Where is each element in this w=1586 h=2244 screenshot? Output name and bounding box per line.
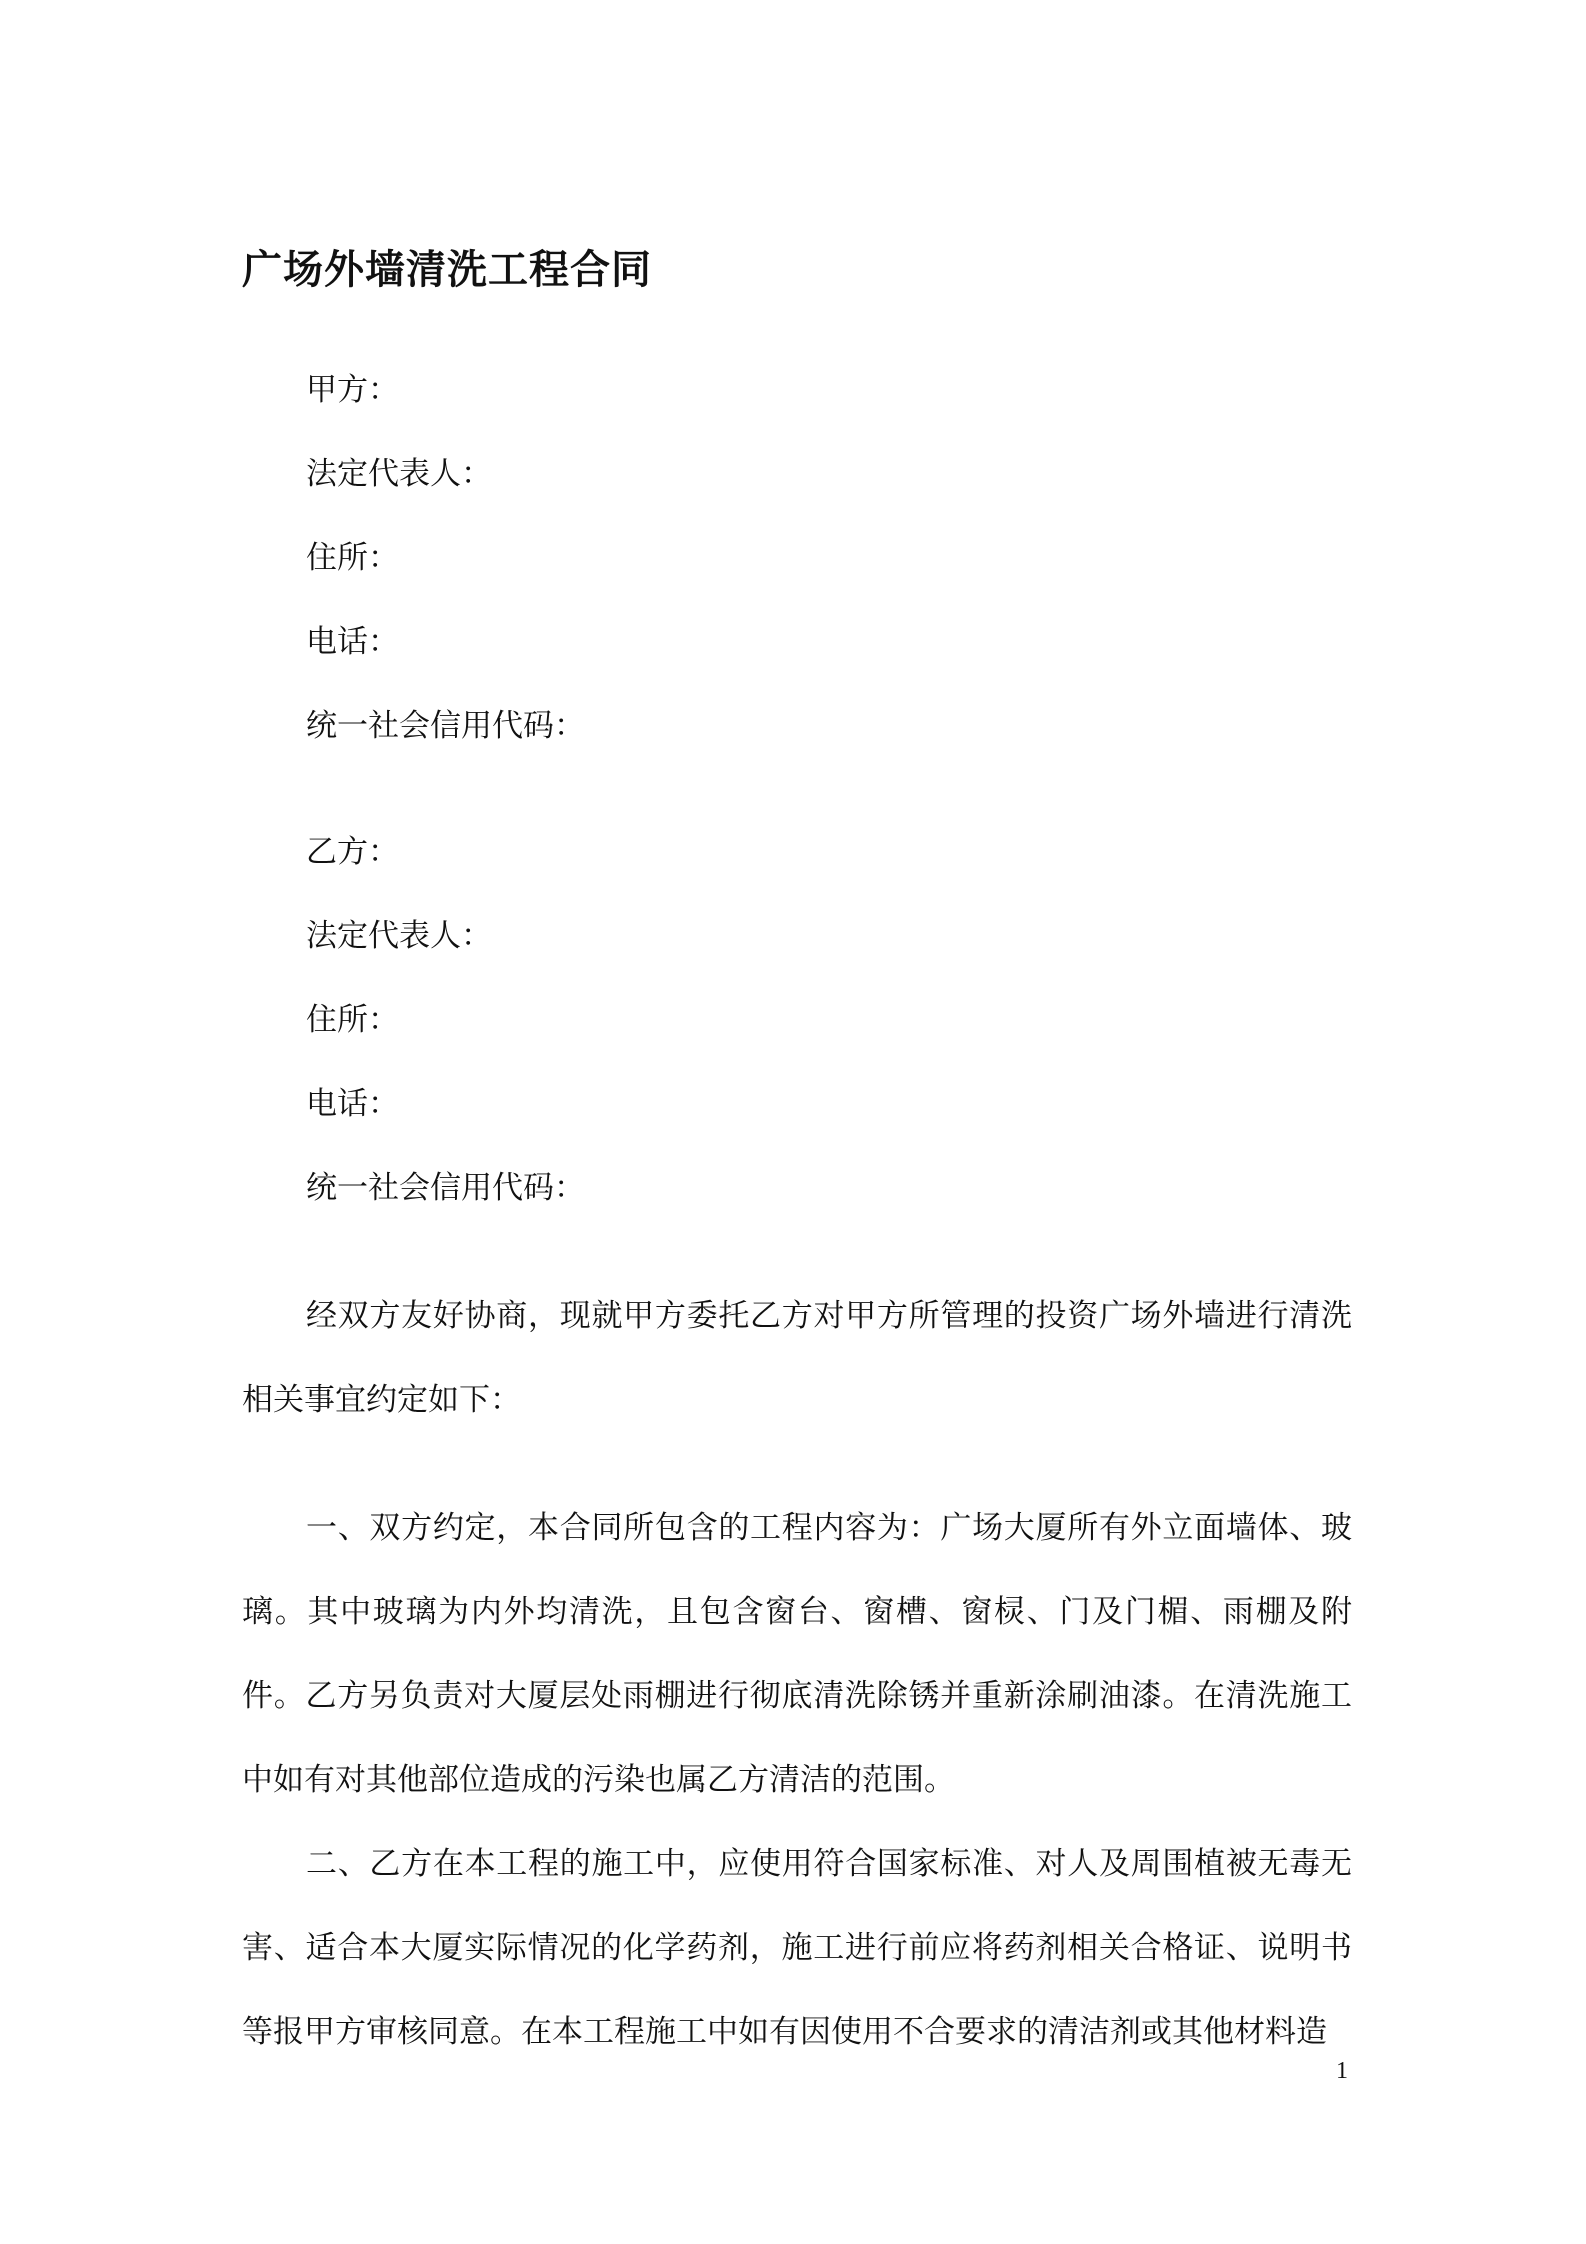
party-b-address: 住所： (306, 1002, 399, 1038)
document-title: 广场外墙清洗工程合同 (242, 247, 652, 293)
party-b-phone: 电话： (306, 1086, 399, 1122)
page-number: 1 (1336, 2058, 1348, 2084)
clause-1-paragraph: 一、双方约定，本合同所包含的工程内容为：广场大厦所有外立面墙体、玻璃。其中玻璃为内外均清洗，且包含窗台、窗槽、窗棂、门及门楣、雨棚及附件。乙方另负责对大厦层处雨棚进行彻底清洗除锈并重新涂刷油漆。在清洗施工中如有对其他部位造成的污染也属乙方清洁的范围。 (242, 1510, 1352, 1798)
party-a-phone: 电话： (306, 624, 399, 660)
party-b-legal-rep: 法定代表人： (306, 918, 492, 954)
clause-2-paragraph: 二、乙方在本工程的施工中，应使用符合国家标准、对人及周围植被无毒无害、适合本大厦实际情况的化学药剂，施工进行前应将药剂相关合格证、说明书等报甲方审核同意。在本工程施工中如有因使用不合要求的清洁剂或其他材料造 (242, 1846, 1352, 2050)
party-a-label: 甲方： (306, 372, 399, 408)
party-a-address: 住所： (306, 540, 399, 576)
party-a-credit-code: 统一社会信用代码： (306, 708, 585, 744)
party-b-label: 乙方： (306, 834, 399, 870)
party-b-credit-code: 统一社会信用代码： (306, 1170, 585, 1206)
party-a-legal-rep: 法定代表人： (306, 456, 492, 492)
intro-paragraph: 经双方友好协商，现就甲方委托乙方对甲方所管理的投资广场外墙进行清洗相关事宜约定如下： (242, 1298, 1352, 1418)
